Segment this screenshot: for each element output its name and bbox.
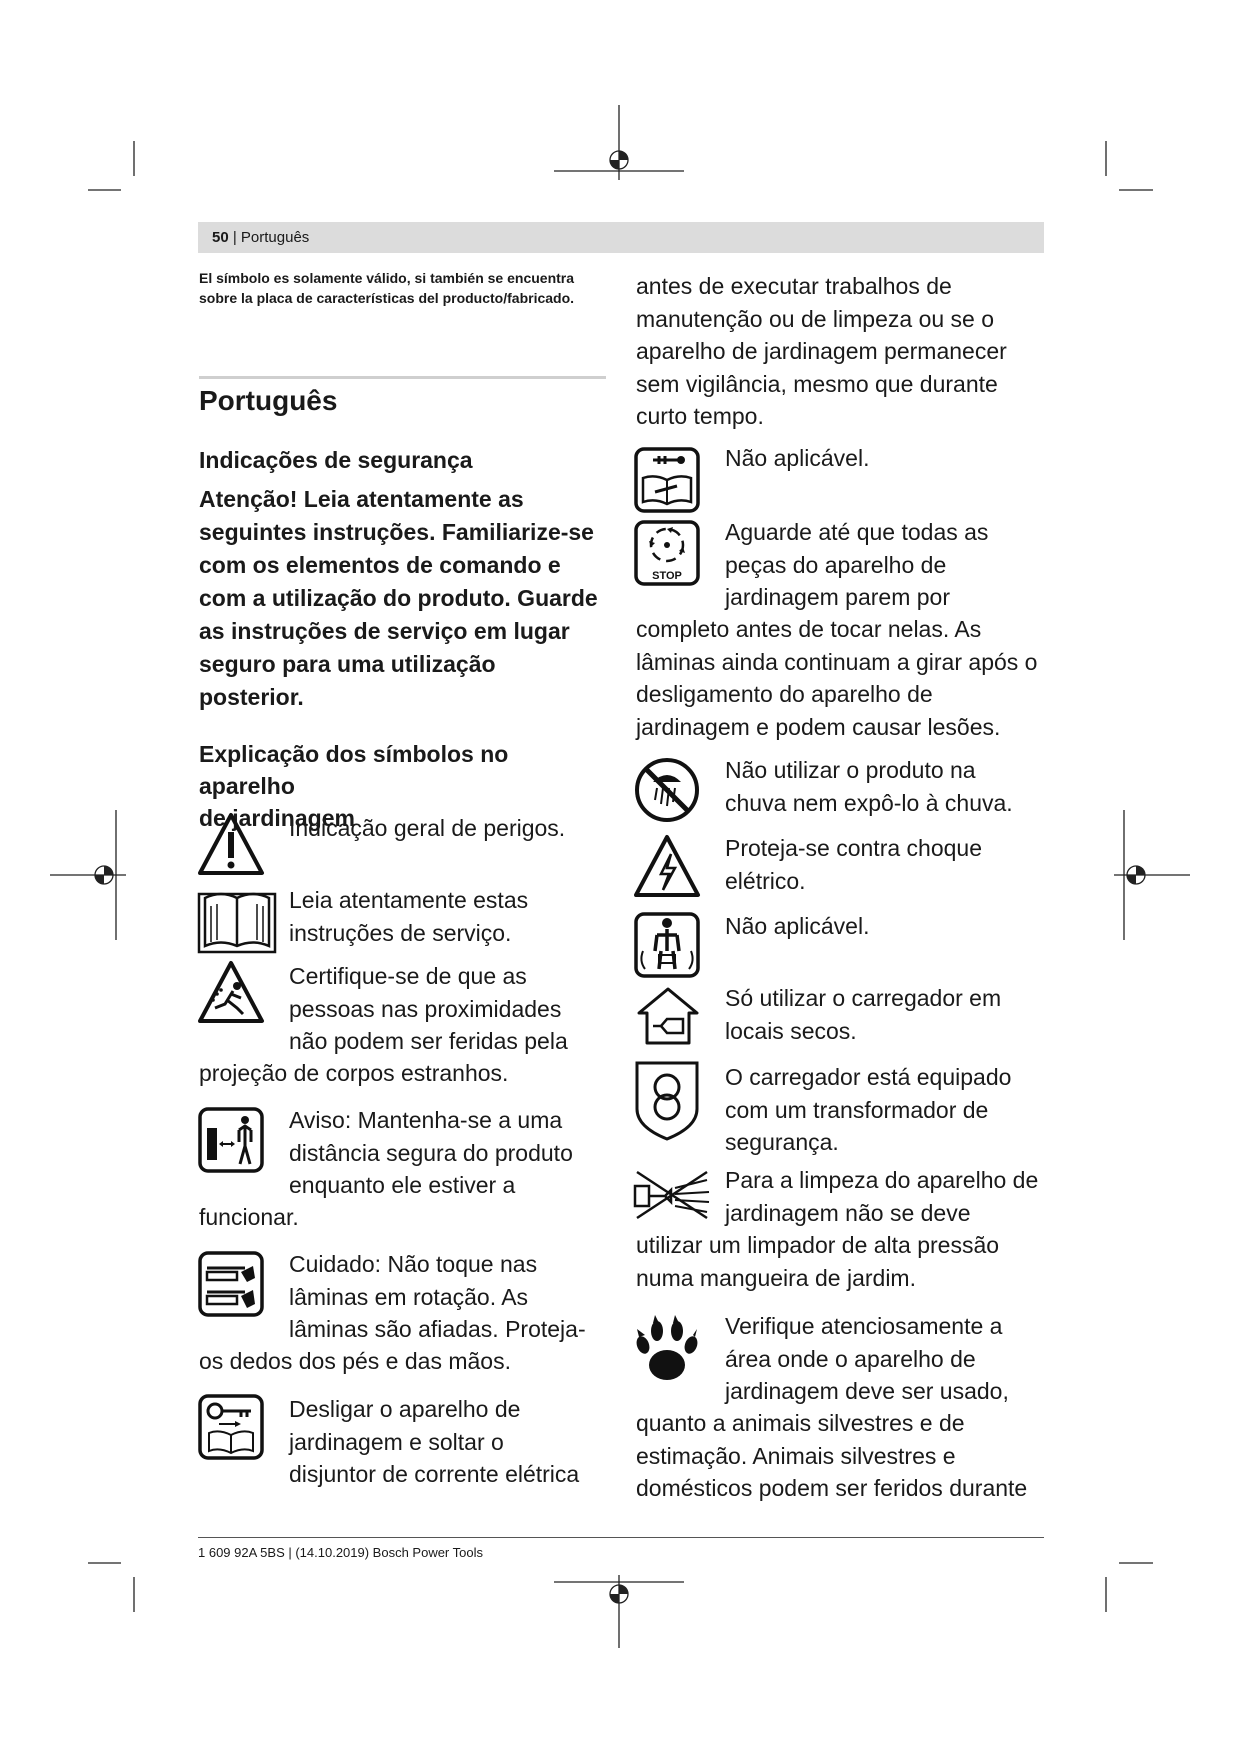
symbol-text-continued: utilizar um limpador de alta pressão numa mangueira de jardim. <box>636 1232 1000 1291</box>
symbol-text: Só utilizar o carregador em locais secos. <box>725 985 1002 1044</box>
paw-icon <box>633 1313 701 1385</box>
section-title: Português <box>199 385 338 416</box>
symbol-text: Cuidado: Não toque nas lâminas em rotação. As lâminas são afiadas. Proteja- <box>289 1251 586 1342</box>
stop-rotation-icon <box>633 519 701 587</box>
general-danger-icon <box>197 812 265 876</box>
manual-plug-icon <box>633 446 701 514</box>
disconnect-key-icon <box>197 1393 265 1461</box>
page-footer: 1 609 92A 5BS | (14.10.2019) Bosch Power Tools <box>198 1545 483 1560</box>
symbols-heading: Explicação dos símbolos no aparelho de jardinagem <box>199 741 509 831</box>
symbol-text: O carregador está equipado com um transformador de segurança. <box>725 1064 1012 1155</box>
operator-icon <box>633 911 701 979</box>
svg-text:STOP: STOP <box>652 570 682 582</box>
safety-transformer-icon <box>633 1059 701 1141</box>
rotating-blades-icon <box>197 1250 265 1318</box>
symbol-text-continued: os dedos dos pés e das mãos. <box>199 1348 511 1374</box>
page-header-bar <box>198 222 1044 253</box>
symbol-text-continued: funcionar. <box>199 1204 299 1230</box>
symbol-text: Aguarde até que todas as peças do aparelho de jardinagem parem por <box>725 519 989 610</box>
section-divider <box>199 376 606 379</box>
page-number: 50 <box>212 229 229 246</box>
right-intro: antes de executar trabalhos de manutenção ou de limpeza ou se o aparelho de jardinagem permanecer sem vigilância, mesmo que durante curto tempo. <box>636 273 1007 429</box>
symbol-text: Desligar o aparelho de jardinagem e soltar o disjuntor de corrente elétrica <box>289 1396 580 1487</box>
thrown-objects-icon <box>197 960 265 1024</box>
symbol-text: Leia atentamente estas instruções de serviço. <box>289 887 529 946</box>
read-manual-icon <box>197 884 277 954</box>
footer-rule <box>198 1537 1044 1538</box>
symbol-text: Não utilizar o produto na chuva nem expô-lo à chuva. <box>725 757 1013 816</box>
page-header: 50 | Português <box>212 229 310 246</box>
symbol-text-continued: projeção de corpos estranhos. <box>199 1060 509 1086</box>
symbol-text: Não aplicável. <box>725 445 870 471</box>
electric-shock-icon <box>633 834 701 898</box>
symbol-text: Não aplicável. <box>725 913 870 939</box>
no-pressure-washer-icon <box>631 1168 713 1220</box>
symbol-text: Aviso: Mantenha-se a uma distância segura do produto enquanto ele estiver a <box>289 1107 573 1198</box>
safety-heading: Indicações de segurança <box>199 447 473 473</box>
indoor-charger-icon <box>633 985 703 1047</box>
symbol-text: Indicação geral de perigos. <box>289 815 566 841</box>
safety-warning: Atenção! Leia atentamente as seguintes instruções. Familiarize-se com os elementos de comando e com a utilização do produto. Guarde as instruções de serviço em lugar seguro para uma utilização posterior. <box>199 486 598 710</box>
keep-distance-icon <box>197 1106 265 1174</box>
no-rain-icon <box>633 756 701 824</box>
symbol-text-continued: quanto a animais silvestres e de estimação. Animais silvestres e domésticos podem ser feridos durante <box>636 1410 1028 1501</box>
symbol-text-continued: completo antes de tocar nelas. As lâminas ainda continuam a girar após o desligamento do aparelho de jardinagem e podem causar lesões. <box>636 616 1038 740</box>
header-language: Português <box>240 229 310 246</box>
symbol-text: Certifique-se de que as pessoas nas proximidades não podem ser feridas pela <box>289 963 568 1054</box>
spanish-note: El símbolo es solamente válido, si también se encuentra sobre la placa de características del producto/fabricado. <box>199 270 575 306</box>
symbol-text: Proteja-se contra choque elétrico. <box>725 835 982 894</box>
symbol-text: Para a limpeza do aparelho de jardinagem não se deve <box>725 1167 1039 1226</box>
symbol-text: Verifique atenciosamente a área onde o aparelho de jardinagem deve ser usado, <box>725 1313 1009 1404</box>
